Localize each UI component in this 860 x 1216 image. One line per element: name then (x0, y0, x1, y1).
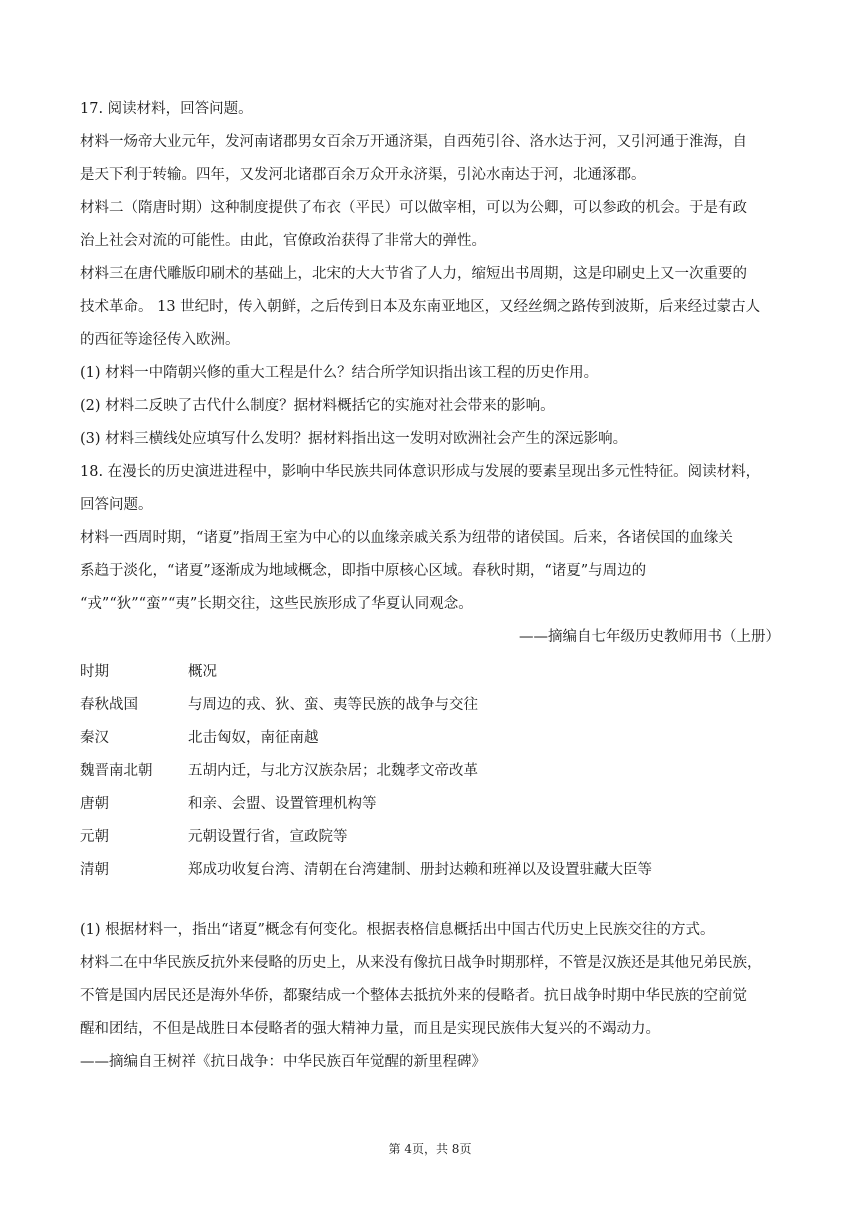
table-cell-period: 魏晋南北朝 (80, 763, 153, 779)
table-cell-period: 元朝 (80, 829, 109, 845)
table-cell-period: 春秋战国 (80, 697, 138, 713)
q18-material1-source: ——摘编自七年级历史教师用书（上册） (519, 629, 780, 645)
q18-material1-line: 材料一西周时期，“诸夏”指周王室为中心的以血缘亲戚关系为纽带的诸侯国。后来，各诸侯国的血缘关 (80, 530, 733, 546)
table-row (80, 753, 780, 786)
q18-title-line: 18. 在漫长的历史演进进程中，影响中华民族共同体意识形成与发展的要素呈现出多元性特征。阅读材料， (80, 464, 761, 480)
page-footer: 第 4页，共 8页 (388, 1142, 472, 1156)
table-cell-overview: 郑成功收复台湾、清朝在台湾建制、册封达赖和班禅以及设置驻藏大臣等 (188, 862, 652, 878)
table-cell-overview: 北击匈奴，南征南越 (188, 730, 319, 746)
q17-sub-question-2: (2) 材料二反映了古代什么制度？据材料概括它的实施对社会带来的影响。 (80, 398, 555, 414)
q17-title: 17. 阅读材料，回答问题。 (80, 101, 253, 117)
table-cell-overview: 五胡内迁，与北方汉族杂居；北魏孝文帝改革 (188, 763, 478, 779)
table-cell-period: 秦汉 (80, 730, 109, 746)
q18-title-line: 回答问题。 (80, 497, 153, 513)
table-row (80, 819, 780, 852)
q17-sub-question-1: (1) 材料一中隋朝兴修的重大工程是什么？结合所学知识指出该工程的历史作用。 (80, 365, 599, 381)
ethnic-relations-table (80, 654, 780, 885)
q18-material2-source: ——摘编自王树祥《抗日战争：中华民族百年觉醒的新里程碑》 (80, 1054, 486, 1070)
q17-material3-line: 技术革命。 13 世纪时，传入朝鲜，之后传到日本及东南亚地区，又经丝绸之路传到波斯，后来经过蒙古人 (80, 299, 761, 315)
table-header-overview: 概况 (188, 664, 217, 680)
q17-material3-line: 材料三在唐代雕版印刷术的基础上，北宋的大大节省了人力，缩短出书周期，这是印刷史上又一次重要的 (80, 266, 747, 282)
table-cell-overview: 和亲、会盟、设置管理机构等 (188, 796, 377, 812)
table-header (80, 654, 780, 687)
table-cell-overview: 与周边的戎、狄、蛮、夷等民族的战争与交往 (188, 697, 478, 713)
q18-material1-line: “戎”“狄”“蛮”“夷”长期交往，这些民族形成了华夏认同观念。 (80, 596, 473, 612)
table-row (80, 720, 780, 753)
table-header-period: 时期 (80, 664, 109, 680)
q17-material2-line: 材料二（隋唐时期）这种制度提供了布衣（平民）可以做宰相，可以为公卿，可以参政的机会。于是有政 (80, 200, 747, 216)
table-row (80, 687, 780, 720)
table-cell-period: 清朝 (80, 862, 109, 878)
q17-material2-line: 治上社会对流的可能性。由此，官僚政治获得了非常大的弹性。 (80, 233, 486, 249)
table-cell-period: 唐朝 (80, 796, 109, 812)
q17-sub-question-3: (3) 材料三横线处应填写什么发明？据材料指出这一发明对欧洲社会产生的深远影响。 (80, 431, 628, 447)
page-content (80, 100, 780, 1072)
table-cell-overview: 元朝设置行省，宣政院等 (188, 829, 348, 845)
q18-material1-line: 系趋于淡化，“诸夏”逐渐成为地域概念，即指中原核心区域。春秋时期，“诸夏”与周边的 (80, 563, 647, 579)
q18-material2-line: 醒和团结，不但是战胜日本侵略者的强大精神力量，而且是实现民族伟大复兴的不竭动力。 (80, 1021, 660, 1037)
q18-material2-line: 材料二在中华民族反抗外来侵略的历史上，从来没有像抗日战争时期那样，不管是汉族还是其他兄弟民族， (80, 955, 762, 971)
q17-material1-line: 材料一炀帝大业元年，发河南诸郡男女百余万开通济渠，自西苑引谷、洛水达于河，又引河通于淮海，自 (80, 134, 747, 150)
q18-material2-line: 不管是国内居民还是海外华侨，都聚结成一个整体去抵抗外来的侵略者。抗日战争时期中华民族的空前觉 (80, 988, 747, 1004)
table-row (80, 786, 780, 819)
q18-sub-question-1: (1) 根据材料一，指出“诸夏”概念有何变化。根据表格信息概括出中国古代历史上民族交往的方式。 (80, 922, 715, 938)
q17-material3-line: 的西征等途径传入欧洲。 (80, 332, 240, 348)
table-row (80, 852, 780, 885)
q17-material1-line: 是天下利于转输。四年，又发河北诸郡百余万众开永济渠，引沁水南达于河，北通涿郡。 (80, 167, 646, 183)
